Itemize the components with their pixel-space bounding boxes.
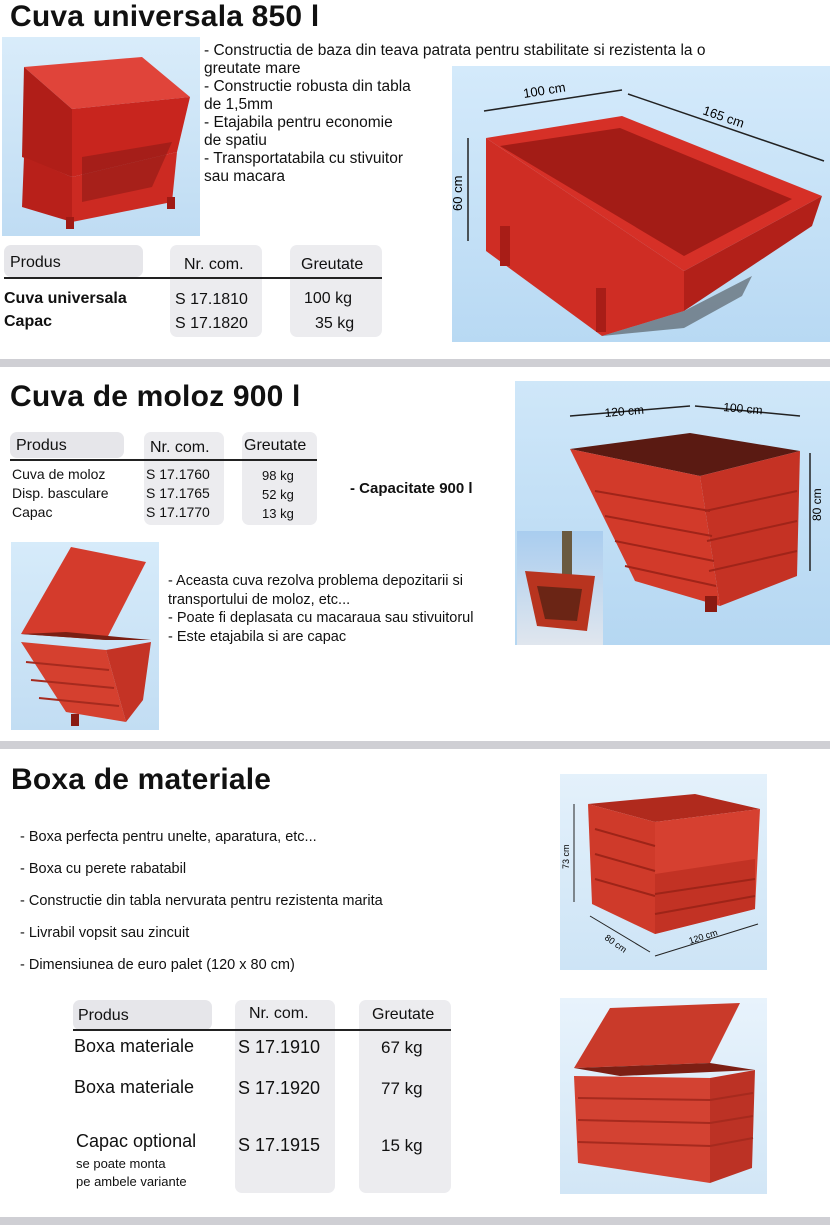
col-header-nr: Nr. com. (150, 439, 210, 456)
table-cell: 52 kg (262, 487, 294, 502)
feature-line: - Constructie din tabla nervurata pentru rezistenta marita (20, 893, 383, 909)
table-cell: 15 kg (381, 1136, 423, 1155)
table-cell: Boxa materiale (74, 1036, 195, 1056)
col-header-nr: Nr. com. (184, 256, 244, 273)
table-cell: Capac (12, 504, 53, 520)
rubble-bin-dimension-photo (515, 381, 830, 645)
material-box-dimension-photo (560, 774, 767, 970)
table-cell: Capac optional (76, 1131, 197, 1151)
col-header-greutate: Greutate (301, 256, 364, 273)
table-cell: S 17.1760 (146, 466, 210, 482)
rubble-bin-crane-photo (517, 531, 603, 645)
table-cell: S 17.1910 (238, 1037, 321, 1057)
material-box-lid-photo (560, 998, 767, 1194)
dim-height: 73 cm (561, 844, 571, 869)
lid-note-line: pe ambele variante (76, 1174, 187, 1189)
feature-line: - Boxa perfecta pentru unelte, aparatura, etc... (20, 829, 317, 845)
table-cell: 67 kg (381, 1038, 423, 1057)
col-header-greutate: Greutate (372, 1006, 435, 1023)
table-cell: 100 kg (304, 290, 353, 307)
dim-length: 120 cm (687, 927, 719, 946)
feature-line: - Dimensiunea de euro palet (120 x 80 cm) (20, 957, 295, 973)
table-cell: Capac (4, 313, 53, 330)
table-cell: S 17.1820 (175, 315, 248, 332)
table-cell: S 17.1920 (238, 1078, 321, 1098)
rubble-bin-lid-photo (11, 542, 159, 730)
col-header-produs: Produs (16, 437, 67, 454)
feature-line: sau macara (204, 168, 285, 185)
section3-title: Boxa de materiale (11, 763, 272, 796)
feature-line: - Etajabila pentru economie (204, 114, 393, 131)
feature-line: - Constructie robusta din tabla (204, 78, 411, 95)
section-divider (0, 359, 830, 367)
col-header-produs: Produs (78, 1007, 129, 1024)
table-cell: 77 kg (381, 1079, 423, 1098)
table-cell: Disp. basculare (12, 485, 109, 501)
col-header-greutate: Greutate (244, 437, 307, 454)
col-header-produs: Produs (10, 254, 61, 271)
section2-features (168, 572, 473, 646)
table-cell: Cuva de moloz (12, 466, 106, 482)
section-divider (0, 741, 830, 749)
feature-line: - Constructia de baza din teava patrata pentru stabilitate si rezistenta la o (204, 42, 706, 59)
feature-line: - Poate fi deplasata cu macaraua sau stivuitorul (168, 610, 474, 626)
lid-note (76, 1155, 187, 1191)
section-divider (0, 1217, 830, 1225)
table-cell: Cuva universala (4, 290, 127, 307)
table-cell: S 17.1765 (146, 485, 210, 501)
table-cell: 98 kg (262, 468, 294, 483)
feature-line: - Este etajabila si are capac (168, 628, 347, 645)
dim-depth: 80 cm (602, 932, 629, 955)
table-cell: 35 kg (315, 315, 355, 332)
table-rule (10, 459, 317, 461)
feature-line: - Boxa cu perete rabatabil (20, 861, 187, 877)
dim-width: 100 cm (522, 79, 567, 101)
section1-title: Cuva universala 850 l (10, 0, 320, 33)
table-cell: Boxa materiale (74, 1077, 195, 1097)
feature-line: - Livrabil vopsit sau zincuit (20, 925, 190, 941)
feature-line: - Transportatabila cu stivuitor (204, 150, 404, 167)
feature-line: - Aceasta cuva rezolva problema depozitarii si (168, 573, 463, 589)
section2-title: Cuva de moloz 900 l (10, 380, 301, 413)
table-rule (4, 277, 382, 279)
table-cell: S 17.1915 (238, 1135, 321, 1155)
lid-note-line: se poate monta (76, 1156, 166, 1171)
feature-line: transportului de moloz, etc... (168, 591, 351, 608)
dim-height: 80 cm (810, 488, 824, 521)
table-cell: 13 kg (262, 506, 294, 521)
dim-height: 60 cm (450, 175, 465, 211)
feature-line: de 1,5mm (204, 96, 273, 113)
feature-line: greutate mare (204, 60, 301, 77)
universal-bin-dimension-photo (452, 66, 830, 342)
capacity-label: - Capacitate 900 l (350, 480, 473, 497)
dim-width: 120 cm (604, 402, 645, 420)
dim-length: 165 cm (701, 102, 747, 131)
table-rule (73, 1029, 451, 1031)
col-header-nr: Nr. com. (249, 1005, 309, 1022)
table-cell: S 17.1770 (146, 504, 210, 520)
feature-line: de spatiu (204, 132, 267, 149)
table-cell: S 17.1810 (175, 291, 248, 308)
dim-depth: 100 cm (722, 400, 764, 418)
universal-bin-photo (2, 37, 200, 236)
